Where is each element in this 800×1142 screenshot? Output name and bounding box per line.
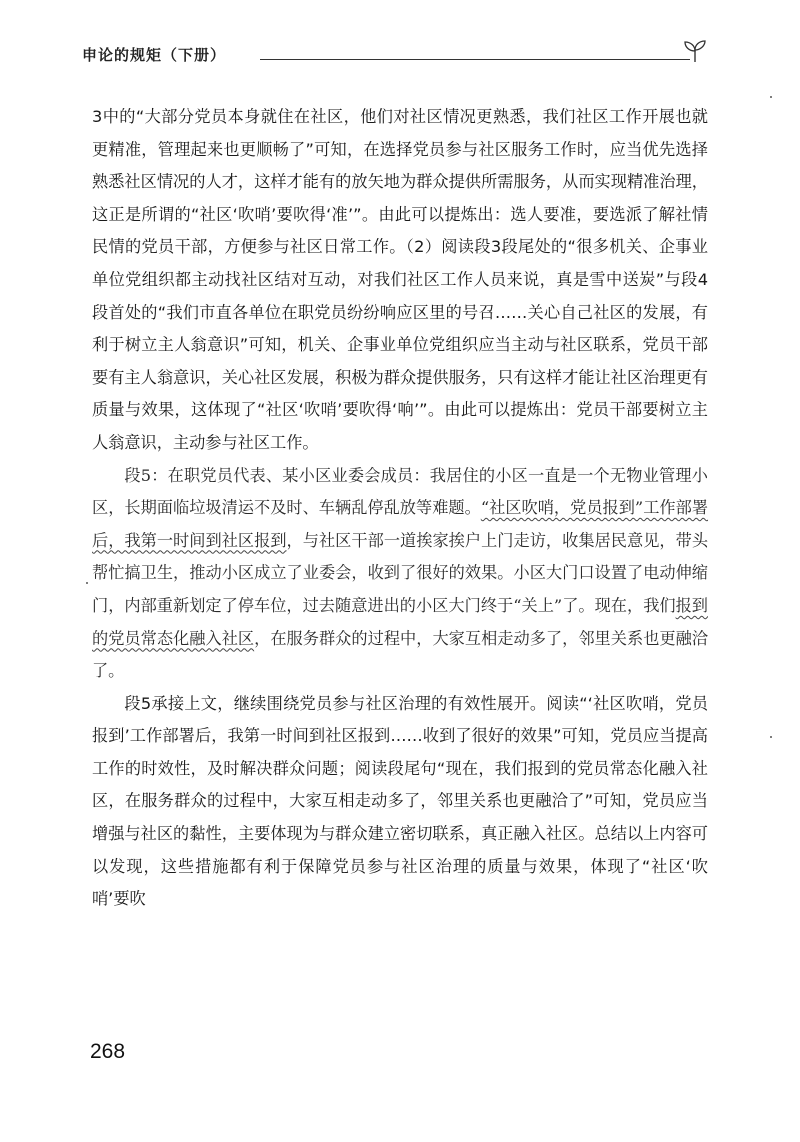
material-text: ，与社区干部一道挨家挨户上门走访，收集居民意见，带头帮忙搞卫生，推动小区成立了业委会，收到了很好的效果。小区大门口设置了电动伸缩门，内部重新划定了停车位，过去随意进出的小区大门终于“关上”了。现在，我们: [92, 530, 709, 615]
underlined-phrase: 报到的党员常态化融入社区: [92, 595, 708, 648]
paragraph-material-5: [92, 460, 708, 688]
material-text: 段5：在职党员代表、某小区业委会成员：我居住的小区一直是一个无物业管理小区，长期面临垃圾清运不及时、车辆乱停乱放等难题。: [92, 465, 708, 518]
margin-speck: [86, 582, 88, 584]
page-number: 268: [90, 1040, 126, 1063]
material-text: ，在服务群众的过程中，大家互相走动多了，邻里关系也更融洽了。: [92, 628, 709, 681]
running-header: [78, 42, 718, 72]
margin-speck: [770, 96, 772, 98]
underlined-phrase: “社区吹哨，党员报到”工作部署后，我第一时间到社区报到: [92, 498, 709, 550]
margin-speck: [770, 736, 772, 738]
page-body: [92, 101, 708, 916]
sprout-icon: [680, 36, 710, 66]
paragraph-analysis-2: 段5承接上文，继续围绕党员参与社区治理的有效性展开。阅读“‘社区吹哨，党员报到’工作部署后，我第一时间到社区报到……收到了很好的效果”可知，党员应当提高工作的时效性，及时解决群众问题；阅读段尾句“现在，我们报到的党员常态化融入社区，在服务群众的过程中，大家互相走动多了，邻里关系也更融洽了”可知，党员应当增强与社区的黏性，主要体现为与群众建立密切联系，真正融入社区。总结以上内容可以发现，这些措施都有利于保障党员参与社区治理的质量与效果，体现了“社区‘吹哨’要吹: [92, 693, 708, 909]
book-title: 申论的规矩（下册）: [82, 46, 227, 64]
paragraph-analysis-1: 3中的“大部分党员本身就住在社区，他们对社区情况更熟悉，我们社区工作开展也就更精准，管理起来也更顺畅了”可知，在选择党员参与社区服务工作时，应当优先选择熟悉社区情况的人才，这样才能有的放矢地为群众提供所需服务，从而实现精准治理，这正是所谓的“社区‘吹哨’要吹得‘准’”。由此可以提炼出：选人要准，要选派了解社情民情的党员干部，方便参与社区日常工作。（2）阅读段3段尾处的“很多机关、企事业单位党组织都主动找社区结对互动，对我们社区工作人员来说，真是雪中送炭”与段4段首处的“我们市直各单位在职党员纷纷响应区里的号召……关心自己社区的发展，有利于树立主人翁意识”可知，机关、企事业单位党组织应当主动与社区联系，党员干部要有主人翁意识，关心社区发展，积极为群众提供服务，只有这样才能让社区治理更有质量与效果，这体现了“社区‘吹哨’要吹得‘响’”。由此可以提炼出：党员干部要树立主人翁意识，主动参与社区工作。: [92, 107, 708, 452]
header-rule: [260, 59, 690, 60]
